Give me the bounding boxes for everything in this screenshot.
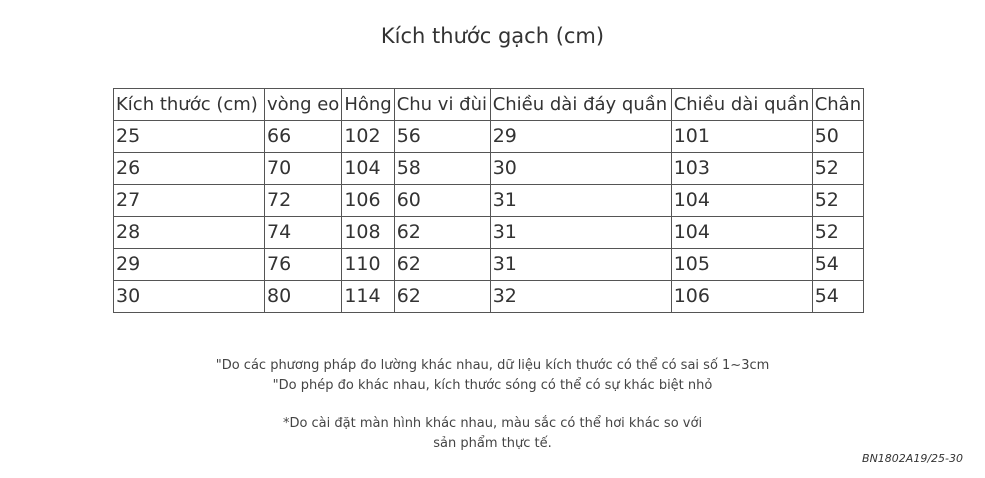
note-spacer — [0, 396, 985, 414]
table-cell: 72 — [265, 185, 342, 217]
table-cell: 106 — [342, 185, 394, 217]
product-code: BN1802A19/25-30 — [862, 452, 963, 465]
table-cell: 54 — [812, 249, 863, 281]
table-cell: 52 — [812, 217, 863, 249]
table-cell: 74 — [265, 217, 342, 249]
table-cell: 56 — [394, 121, 490, 153]
table-cell: 50 — [812, 121, 863, 153]
column-header-length: Chiều dài quần — [671, 89, 812, 121]
table-cell: 28 — [114, 217, 265, 249]
table-cell: 31 — [490, 185, 671, 217]
table-cell: 32 — [490, 281, 671, 313]
table-cell: 101 — [671, 121, 812, 153]
table-cell: 62 — [394, 281, 490, 313]
table-cell: 30 — [114, 281, 265, 313]
column-header-size: Kích thước (cm) — [114, 89, 265, 121]
table-cell: 104 — [671, 185, 812, 217]
table-cell: 58 — [394, 153, 490, 185]
table-cell: 103 — [671, 153, 812, 185]
table-row — [114, 153, 864, 185]
column-header-hip: Hông — [342, 89, 394, 121]
table-row — [114, 281, 864, 313]
table-header-row — [114, 89, 864, 121]
table-cell: 80 — [265, 281, 342, 313]
size-table — [113, 88, 864, 313]
table-cell: 104 — [342, 153, 394, 185]
table-cell: 70 — [265, 153, 342, 185]
table-row — [114, 217, 864, 249]
table-cell: 106 — [671, 281, 812, 313]
table-cell: 29 — [114, 249, 265, 281]
table-row — [114, 121, 864, 153]
table-cell: 52 — [812, 153, 863, 185]
column-header-leg-opening: Chân — [812, 89, 863, 121]
note-line: "Do các phương pháp đo lường khác nhau, dữ liệu kích thước có thể có sai số 1~3cm — [215, 358, 770, 373]
column-header-thigh: Chu vi đùi — [394, 89, 490, 121]
table-cell: 62 — [394, 249, 490, 281]
table-cell: 66 — [265, 121, 342, 153]
table-cell: 27 — [114, 185, 265, 217]
table-cell: 114 — [342, 281, 394, 313]
table-cell: 30 — [490, 153, 671, 185]
table-cell: 104 — [671, 217, 812, 249]
note-line: *Do cài đặt màn hình khác nhau, màu sắc có thể hơi khác so với — [282, 416, 703, 431]
table-row — [114, 185, 864, 217]
note-line: sản phẩm thực tế. — [433, 436, 552, 451]
table-cell: 54 — [812, 281, 863, 313]
notes-section — [0, 356, 985, 454]
page-title: Kích thước gạch (cm) — [380, 24, 605, 48]
table-cell: 60 — [394, 185, 490, 217]
column-header-rise: Chiều dài đáy quần — [490, 89, 671, 121]
table-cell: 108 — [342, 217, 394, 249]
table-cell: 29 — [490, 121, 671, 153]
table-cell: 31 — [490, 217, 671, 249]
table-row — [114, 249, 864, 281]
table-cell: 110 — [342, 249, 394, 281]
table-cell: 52 — [812, 185, 863, 217]
table-cell: 25 — [114, 121, 265, 153]
table-cell: 62 — [394, 217, 490, 249]
table-cell: 102 — [342, 121, 394, 153]
table-cell: 105 — [671, 249, 812, 281]
table-cell: 31 — [490, 249, 671, 281]
note-line: "Do phép đo khác nhau, kích thước sóng có thể có sự khác biệt nhỏ — [272, 378, 713, 393]
table-cell: 76 — [265, 249, 342, 281]
table-cell: 26 — [114, 153, 265, 185]
column-header-waist: vòng eo — [265, 89, 342, 121]
